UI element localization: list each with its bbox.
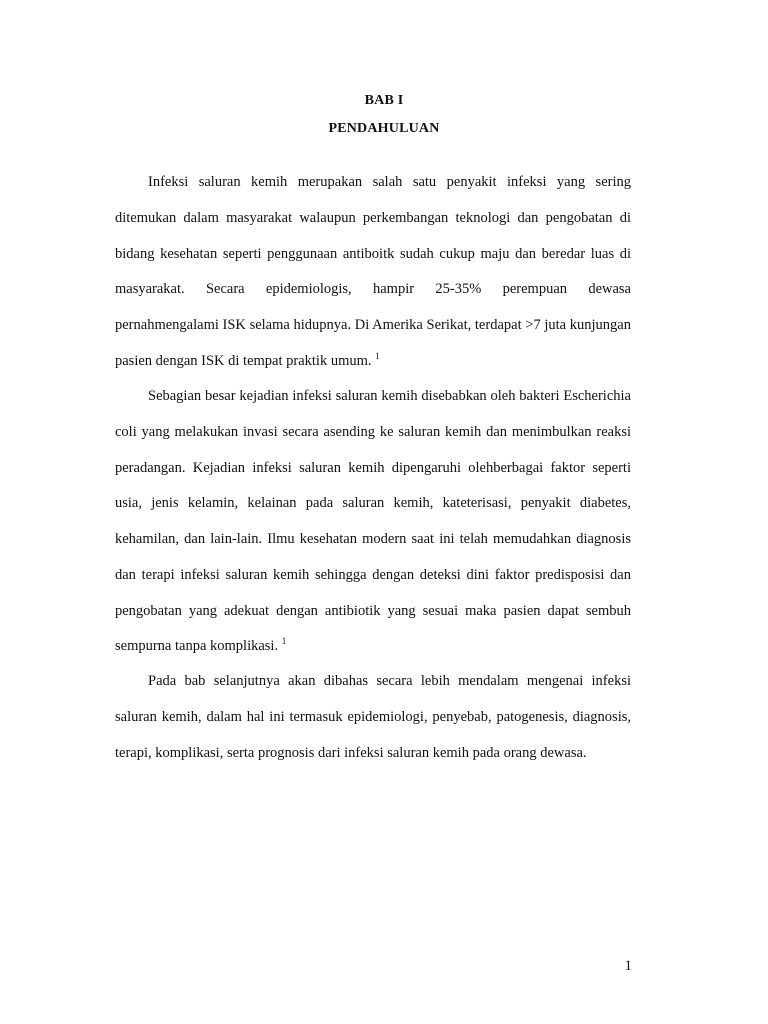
paragraph-1 <box>115 165 631 380</box>
paragraph-2 <box>115 379 631 665</box>
chapter-title: PENDAHULUAN <box>328 121 440 136</box>
paragraph-1-text: Infeksi saluran kemih merupakan salah satu penyakit infeksi yang sering ditemukan dalam masyarakat walaupun perkembangan teknologi dan pengobatan di bidang kesehatan seperti penggunaan antiboitk sudah cukup maju dan beredar luas di masyarakat. Secara epidemiologis, hampir 25-35% perempuan dewasa pernahmengalami ISK selama hidupnya. Di Amerika Serikat, terdapat >7 juta kunjungan pasien dengan ISK di tempat praktik umum. <box>115 174 631 369</box>
page-number: 1 <box>624 958 632 974</box>
paragraph-3 <box>115 664 631 771</box>
footnote-reference: 1 <box>375 350 380 361</box>
paragraph-2-text: Sebagian besar kejadian infeksi saluran kemih disebabkan oleh bakteri Escherichia coli yang melakukan invasi secara asending ke saluran kemih dan menimbulkan reaksi peradangan. Kejadian infeksi saluran kemih dipengaruhi olehberbagai faktor seperti usia, jenis kelamin, kelainan pada saluran kemih, kateterisasi, penyakit diabetes, kehamilan, dan lain-lain. Ilmu kesehatan modern saat ini telah memudahkan diagnosis dan terapi infeksi saluran kemih sehingga dengan deteksi dini faktor predisposisi dan pengobatan yang adekuat dengan antibiotik yang sesuai maka pasien dapat sembuh sempurna tanpa komplikasi. <box>115 388 631 655</box>
paragraph-3-text: Pada bab selanjutnya akan dibahas secara lebih mendalam mengenai infeksi saluran kemih, dalam hal ini termasuk epidemiologi, penyebab, patogenesis, diagnosis, terapi, komplikasi, serta prognosis dari infeksi saluran kemih pada orang dewasa. <box>115 673 631 761</box>
chapter-number: BAB I <box>364 93 404 108</box>
footnote-reference: 1 <box>281 636 287 647</box>
